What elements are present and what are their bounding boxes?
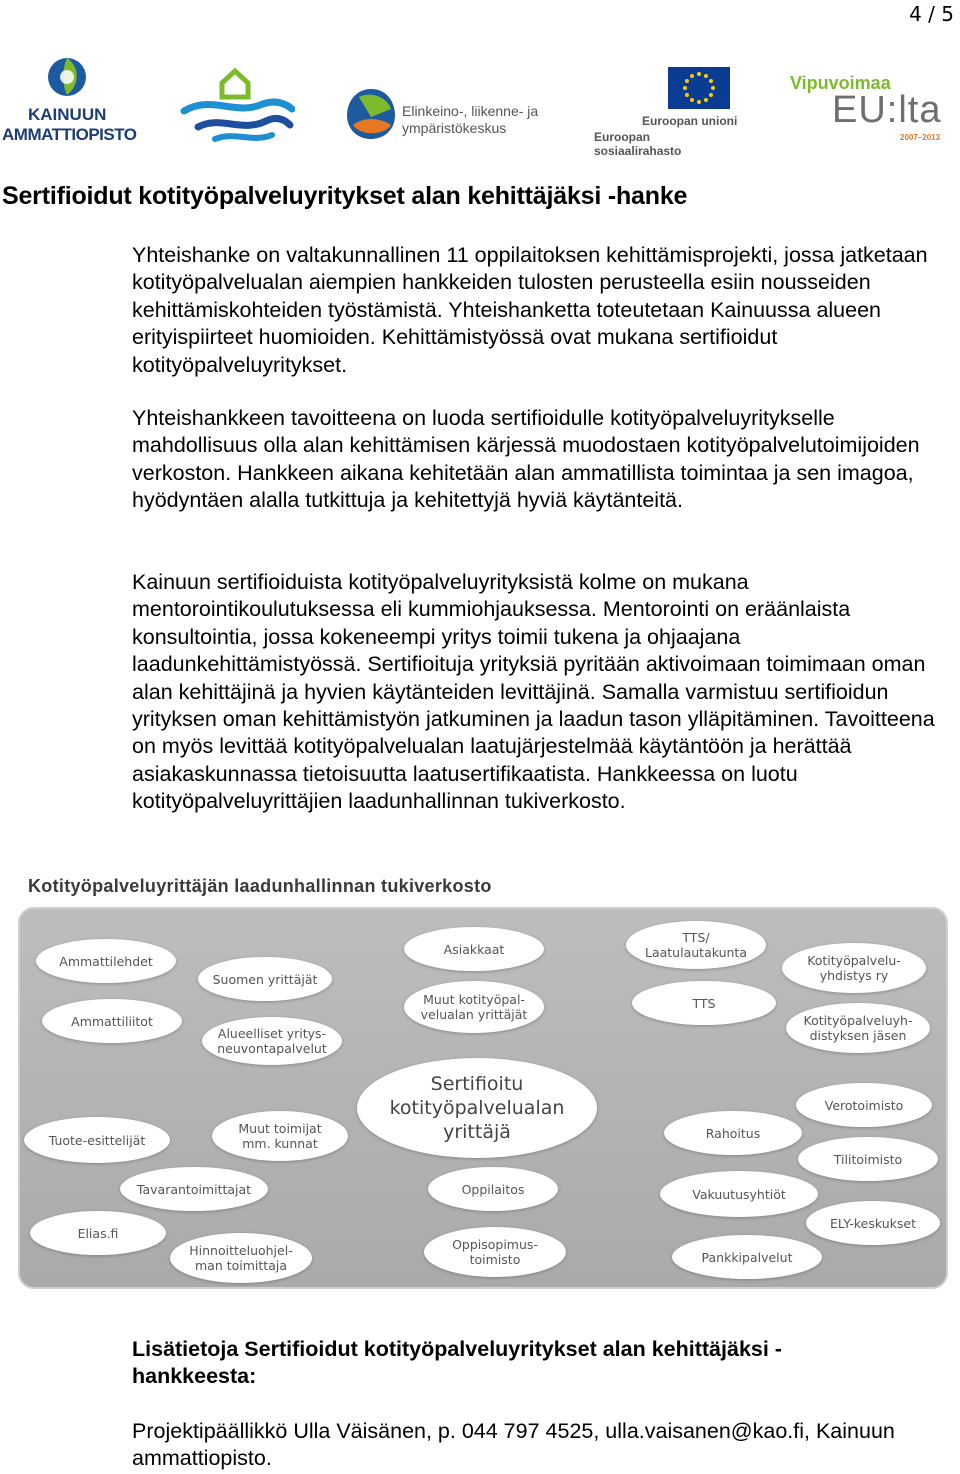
diagram-node: Asiakkaat [404,927,544,971]
kainuun-logo-line1: KAINUUN [28,105,107,124]
diagram-node: Vakuutusyhtiöt [660,1171,818,1217]
more-info-heading: Lisätietoja Sertifioidut kotityöpalveluyritykset alan kehittäjäksi - hankkeesta: [132,1337,782,1389]
diagram-node: Hinnoitteluohjel- man toimittaja [170,1233,312,1283]
diagram-node: Tavarantoimittajat [120,1167,268,1211]
diagram-node: Tilitoimisto [798,1137,938,1181]
kainuun-ammattiopisto-logo [0,55,135,147]
ely-keskus-logo [345,85,550,145]
diagram-node: Muut toimijat mm. kunnat [212,1111,348,1161]
diagram-node: Oppilaitos [428,1167,558,1211]
vipuvoimaa-line2: EU:lta [832,89,942,131]
paragraph-3: Kainuun sertifioiduista kotityöpalveluyrityksistä kolme on mukana mentorointikoulutuksessa eli kummiohjauksessa. Mentorointi on eräänlaista konsultointia, jossa kokeneempi yritys toimii tukena ja ohjaajana laadunkehittämistyössä. Sertifioituja yrityksiä pyritään aktivoimaan toimimaan oman alan kehittäjinä ja hyvien käytänteiden levittäjinä. Samalla varmistuu sertifioidun yrityksen oman kehittämistyön jatkuminen ja laadun tason ylläpitäminen. Tavoitteena on myös levittää kotityöpalvelualan laatujärjestelmää käytäntöön ja herättää asiakaskunnassa tietoisuutta laatusertifikaatista. Hankkeessa on luotu kotityöpalveluyrittäjien laadunhallinnan tukiverkosto. [132,570,935,814]
diagram-node: TTS [632,981,776,1025]
contact-info: Projektipäällikkö Ulla Väisänen, p. 044 797 4525, ulla.vaisanen@kao.fi, Kainuun ammattiopisto. [132,1419,895,1471]
support-network-diagram [18,907,948,1289]
eu-flag-icon [668,67,730,109]
diagram-node: Alueelliset yritys- neuvontapalvelut [202,1017,342,1065]
diagram-node: Rahoitus [664,1111,802,1155]
diagram-node: Ammattilehdet [36,939,176,983]
ely-logo-line2: ympäristökeskus [402,120,507,136]
diagram-title: Kotityöpalveluyrittäjän laadunhallinnan tukiverkosto [28,876,492,896]
page-title: Sertifioidut kotityöpalveluyritykset alan kehittäjäksi -hanke [2,182,688,210]
paragraph-2: Yhteishankkeen tavoitteena on luoda sertifioidulle kotityöpalveluyritykselle mahdollisuus olla alan kehittämisen kärjessä muodostaen kotityöpalvelutoimijoiden verkoston. Hankkeen aikana kehitetään alan ammatillista toimintaa ja sen imagoa, hyödyntäen alalla tutkittuja ja kehitettyjä hyviä käytänteitä. [132,406,920,513]
diagram-node: TTS/ Laatulautakunta [626,921,766,969]
paragraph-1: Yhteishanke on valtakunnallinen 11 oppilaitoksen kehittämisprojekti, jossa jatketaan kotityöpalvelualan aiempien hankkeiden tulosten perusteella esiin nousseiden kehittämiskohteiden työstämistä. Yhteishanketta toteutetaan Kainuussa alueen erityispiirteet huomioiden. Kehittämistyössä ovat mukana sertifioidut kotityöpalveluyritykset. [132,243,928,377]
diagram-node: Tuote-esittelijät [24,1117,170,1163]
logo-bar [0,55,960,158]
diagram-node: Muut kotityöpal- velualan yrittäjät [404,981,544,1033]
vipuvoimaa-line1: Vipuvoimaa [790,73,891,93]
page-number: 4 / 5 [909,2,954,26]
ely-logo-line1: Elinkeino-, liikenne- ja [402,103,539,119]
vipuvoimaa-logo [788,73,953,145]
diagram-node: Ammattiliitot [42,999,182,1043]
kainuun-logo-line2: AMMATTIOPISTO [2,125,137,144]
ely-emblem-icon [345,87,397,141]
vipuvoimaa-years: 2007–2013 [900,133,941,142]
kainuu-region-logo [180,63,295,145]
diagram-center-node: Sertifioitu kotityöpalvelualan yrittäjä [357,1058,597,1158]
eu-logo-line1: Euroopan unioni [642,114,738,128]
diagram-node: Verotoimisto [796,1083,932,1127]
diagram-node: Elias.fi [30,1211,166,1255]
eu-logo-line2: Euroopan sosiaalirahasto [594,130,682,158]
diagram-node: ELY-keskukset [806,1201,940,1245]
diagram-node: Oppisopimus- toimisto [424,1227,566,1277]
river-house-icon [180,63,295,145]
diagram-node: Kotityöpalvelu- yhdistys ry [782,943,926,993]
diagram-node: Kotityöpalveluyh- distyksen jäsen [786,1003,930,1053]
diagram-node: Pankkipalvelut [672,1235,822,1279]
diagram-node: Suomen yrittäjät [198,957,332,1001]
eu-esr-logo [590,67,740,158]
